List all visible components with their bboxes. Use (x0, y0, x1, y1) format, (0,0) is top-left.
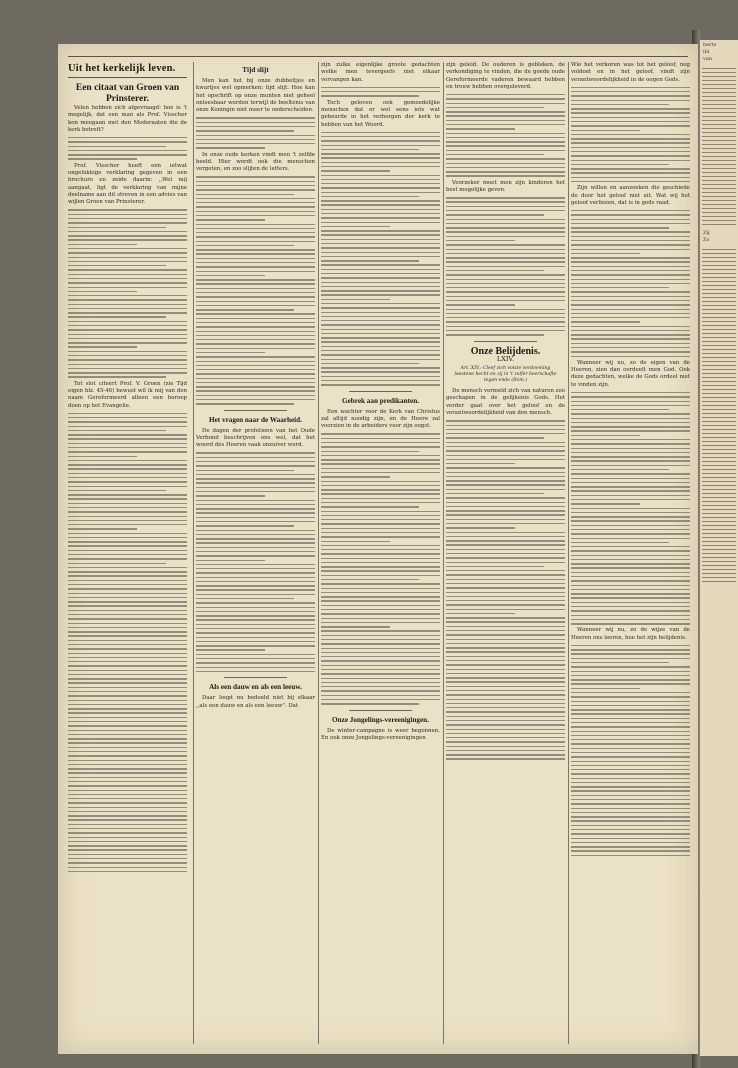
column-5 (571, 62, 690, 1047)
article-paragraph: Wanneer wij nu, zo de eigen van de Heeren, zien dan oordeelt men God. Ook deze gedachten, welke de Gods ordeel niet te vinden zijn. (571, 359, 690, 388)
article-paragraph: Daar loopt nu bedoeld niet bij elkaar ,,als een dauw en als een leeuw". Dat (196, 695, 315, 709)
newspaper-page (58, 44, 698, 1054)
article-paragraph: Toch geloven ook gemoedelijke menschen dat er wel eens iets wat gebeurde in het verborgen der kerk te hebben van het Woord. (321, 99, 440, 128)
edge-text-2: ibi (703, 49, 710, 55)
article-title: Als een dauw en als een leeuw. (209, 683, 302, 692)
article-paragraph: zijn geleid. De ouderen is gebleken, de verkondiging te vinden, die de goede oude Gereformeerde vaderen bewaard hebben en trouw hebben overgeleverd. (446, 62, 565, 90)
column-divider (318, 62, 319, 1044)
article-paragraph: Wie het verkoren was tot het geloof, nog voldoet en in het geloof, vindt zijn verantwoordelijkheid in de oogen Gods. (571, 62, 690, 83)
column-divider (193, 62, 194, 1044)
column-divider (568, 62, 569, 1044)
column-3 (321, 62, 440, 1047)
article-paragraph: zijn zulke eigenlijke groote gedachten welke men tevergeefs niet elkaar vervangen kan. (321, 62, 440, 83)
article-epigraph: Art. XIV.: Cleef zich volste verdoeming leestene hecht en zij in 't zelfer heerschafte tegen ende (Rom.) (454, 366, 557, 384)
article-title: Gebrek aan predikanten. (341, 396, 419, 405)
article-paragraph: De dagen der profetieen van het Oude Verbond beschrijven ons wel, dat het woord des Heeren vaak onzuiver werd. (196, 427, 315, 449)
column-1 (68, 62, 187, 1047)
article-paragraph: In onze oude kerken vindt men 't zelfde beeld. Hier wordt ook die menschen vergeten, en zoo slijten de letters. (196, 151, 315, 173)
edge-text-3: van (703, 56, 713, 62)
section-masthead: Uit het kerkelijk leven. (68, 62, 187, 78)
article-title: Het vragen naar de Waarheid. (209, 415, 302, 424)
article-number: LXIV. (496, 354, 515, 363)
article-title: Onze Jongelings-vereenigingen. (332, 715, 429, 724)
article-paragraph: Velen hebben zich afgevraagd: hoe is 't mogelijk, dat een man als Prof. Visscher kon meegaan met den Moderaaten die de kerk betreft? (68, 105, 187, 133)
article-title: Een citaat van Groen van (75, 83, 180, 93)
top-rule (68, 56, 688, 57)
article-paragraph: De mensch vermeld zich van naturen zoo geschapen in de gelijkenis Gods. Het verder gaat over het geloof en de verantwoordelijkheid van den mensch. (446, 388, 565, 417)
article-title: Onze Belijdenis. (470, 345, 541, 357)
article-paragraph: Tot slot citeert Prof. V. Groen (zie Tijd eigen blz. 45-46) bewust wil ik mij van den naam Gereformeerd alleen een beroep doen op het Evangelie. (68, 380, 187, 409)
article-paragraph: Prof. Visscher heeft een ietwat ongelukkige verklaring gegeven in een brochure en zeide daarin: ,,Wel mij aangaat, ligt de verklaring van mijne deelname aan dit streven in een advies van wijlen Groen van Prinsterer. (68, 162, 187, 206)
article-title-line2: Prinsterer. (105, 94, 149, 104)
edge-text-1: herts (703, 42, 717, 48)
column-divider (443, 62, 444, 1044)
adjacent-page-edge (700, 40, 738, 1056)
column-4 (446, 62, 565, 1047)
edge-text-5: Zo (703, 237, 710, 243)
edge-text-4: Zij (703, 230, 710, 236)
article-paragraph: Wanneer wij nu, zo de wijze van de Heeren ons leeren, hoe het zijn belijdenis. (571, 627, 690, 641)
column-2 (196, 62, 315, 1047)
article-paragraph: Een wachter voor de Kerk van Christus zal altijd noodig zijn, en de Heere zal voorzien in de arbeiders voor zijn oogst. (321, 408, 440, 430)
article-paragraph: De winter-campagne is weer begonnen. En ook onze Jongelings-vereenigingen (321, 727, 440, 741)
article-title: Tijd slijt (242, 66, 269, 74)
article-paragraph: Zijn willen en aanzoeken die geschiede de door het geloof niet uit. Wat wij het geloof verliezen, dat is in gods raad. (571, 185, 690, 206)
article-paragraph: Men kan het bij onze dubbeltjes en kwartjes wel opmerken: tijd slijt. Hoe kan het opschrift op onze munten niet geheel onleesbaar worden terwijl de beeltenis van onze Koningin niet meer te onderscheiden. (196, 78, 315, 114)
article-paragraph: Voorzeker moet men zijn kinderen het best mogelijke geven. (446, 179, 565, 193)
